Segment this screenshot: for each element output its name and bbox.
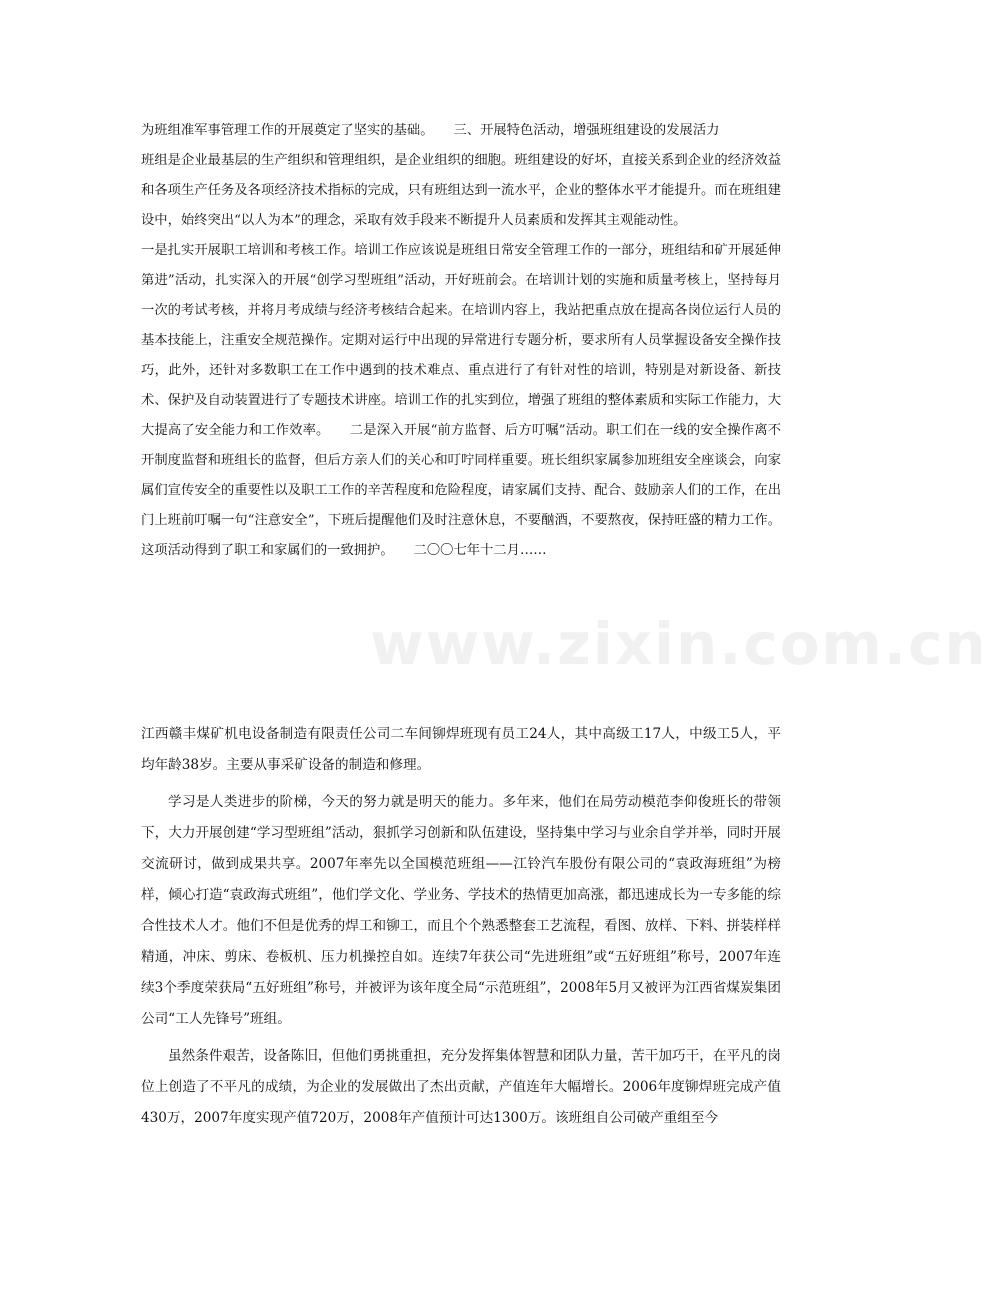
document-section-1: [141, 116, 781, 566]
document-section-2: [141, 719, 781, 1134]
paragraph: 班组是企业最基层的生产组织和管理组织，是企业组织的细胞。班组建设的好坏，直接关系到企业的经济效益和各项生产任务及各项经济技术指标的完成，只有班组达到一流水平，企业的整体水平才能提升。而在班组建设中，始终突出“以人为本”的理念，采取有效手段来不断提升人员素质和发挥其主观能动性。: [141, 153, 781, 228]
watermark: www.zixin.com.cn: [370, 610, 988, 678]
paragraph: 江西赣丰煤矿机电设备制造有限责任公司二车间铆焊班现有员工24人，其中高级工17人，中级工5人，平均年龄38岁。主要从事采矿设备的制造和修理。: [141, 726, 781, 773]
paragraph: 一是扎实开展职工培训和考核工作。培训工作应该说是班组日常安全管理工作的一部分，班组结和矿开展延伸第进”活动，扎实深入的开展“创学习型班组”活动，开好班前会。在培训计划的实施和质量考核上，坚持每月一次的考试考核，并将月考成绩与经济考核结合起来。在培训内容上，我站把重点放在提高各岗位运行人员的基本技能上，注重安全规范操作。定期对运行中出现的异常进行专题分析，要求所有人员掌握设备安全操作技巧，此外，还针对多数职工在工作中遇到的技术难点、重点进行了有针对性的培训，特别是对新设备、新技术、保护及自动装置进行了专题技术讲座。培训工作的扎实到位，增强了班组的整体素质和实际工作能力，大大提高了安全能力和工作效率。 二是深入开展“前方监督、后方叮嘱”活动。职工们在一线的安全操作离不开制度监督和班组长的监督，但后方亲人们的关心和叮咛同样重要。班长组织家属参加班组安全座谈会，向家属们宣传安全的重要性以及职工工作的辛苦程度和危险程度，请家属们支持、配合、鼓励亲人们的工作，在出门上班前叮嘱一句“注意安全”，下班后提醒他们及时注意休息，不要酗酒，不要熬夜，保持旺盛的精力工作。这项活动得到了职工和家属们的一致拥护。 二〇〇七年十二月……: [141, 243, 781, 558]
paragraph: 虽然条件艰苦，设备陈旧，但他们勇挑重担，充分发挥集体智慧和团队力量，苦干加巧干，在平凡的岗位上创造了不平凡的成绩，为企业的发展做出了杰出贡献，产值连年大幅增长。2006年度铆焊班完成产值430万，2007年度实现产值720万，2008年产值预计可达1300万。该班组自公司破产重组至今: [141, 1048, 781, 1126]
paragraph: 学习是人类进步的阶梯，今天的努力就是明天的能力。多年来，他们在局劳动模范李仰俊班长的带领下，大力开展创建“学习型班组”活动，狠抓学习创新和队伍建设，坚持集中学习与业余自学并举，同时开展交流研讨，做到成果共享。2007年率先以全国模范班组——江铃汽车股份有限公司的“袁政海班组”为榜样，倾心打造“袁政海式班组”，他们学文化、学业务、学技术的热情更加高涨，都迅速成长为一专多能的综合性技术人才。他们不但是优秀的焊工和铆工，而且个个熟悉整套工艺流程，看图、放样、下料、拼装样样精通，冲床、剪床、卷板机、压力机操控自如。连续7年获公司“先进班组”或“五好班组”称号，2007年连续3个季度荣获局“五好班组”称号，并被评为该年度全局“示范班组”，2008年5月又被评为江西省煤炭集团公司“工人先锋号”班组。: [141, 794, 781, 1027]
paragraph: 为班组准军事管理工作的开展奠定了坚实的基础。 三、开展特色活动，增强班组建设的发展活力: [141, 123, 720, 138]
